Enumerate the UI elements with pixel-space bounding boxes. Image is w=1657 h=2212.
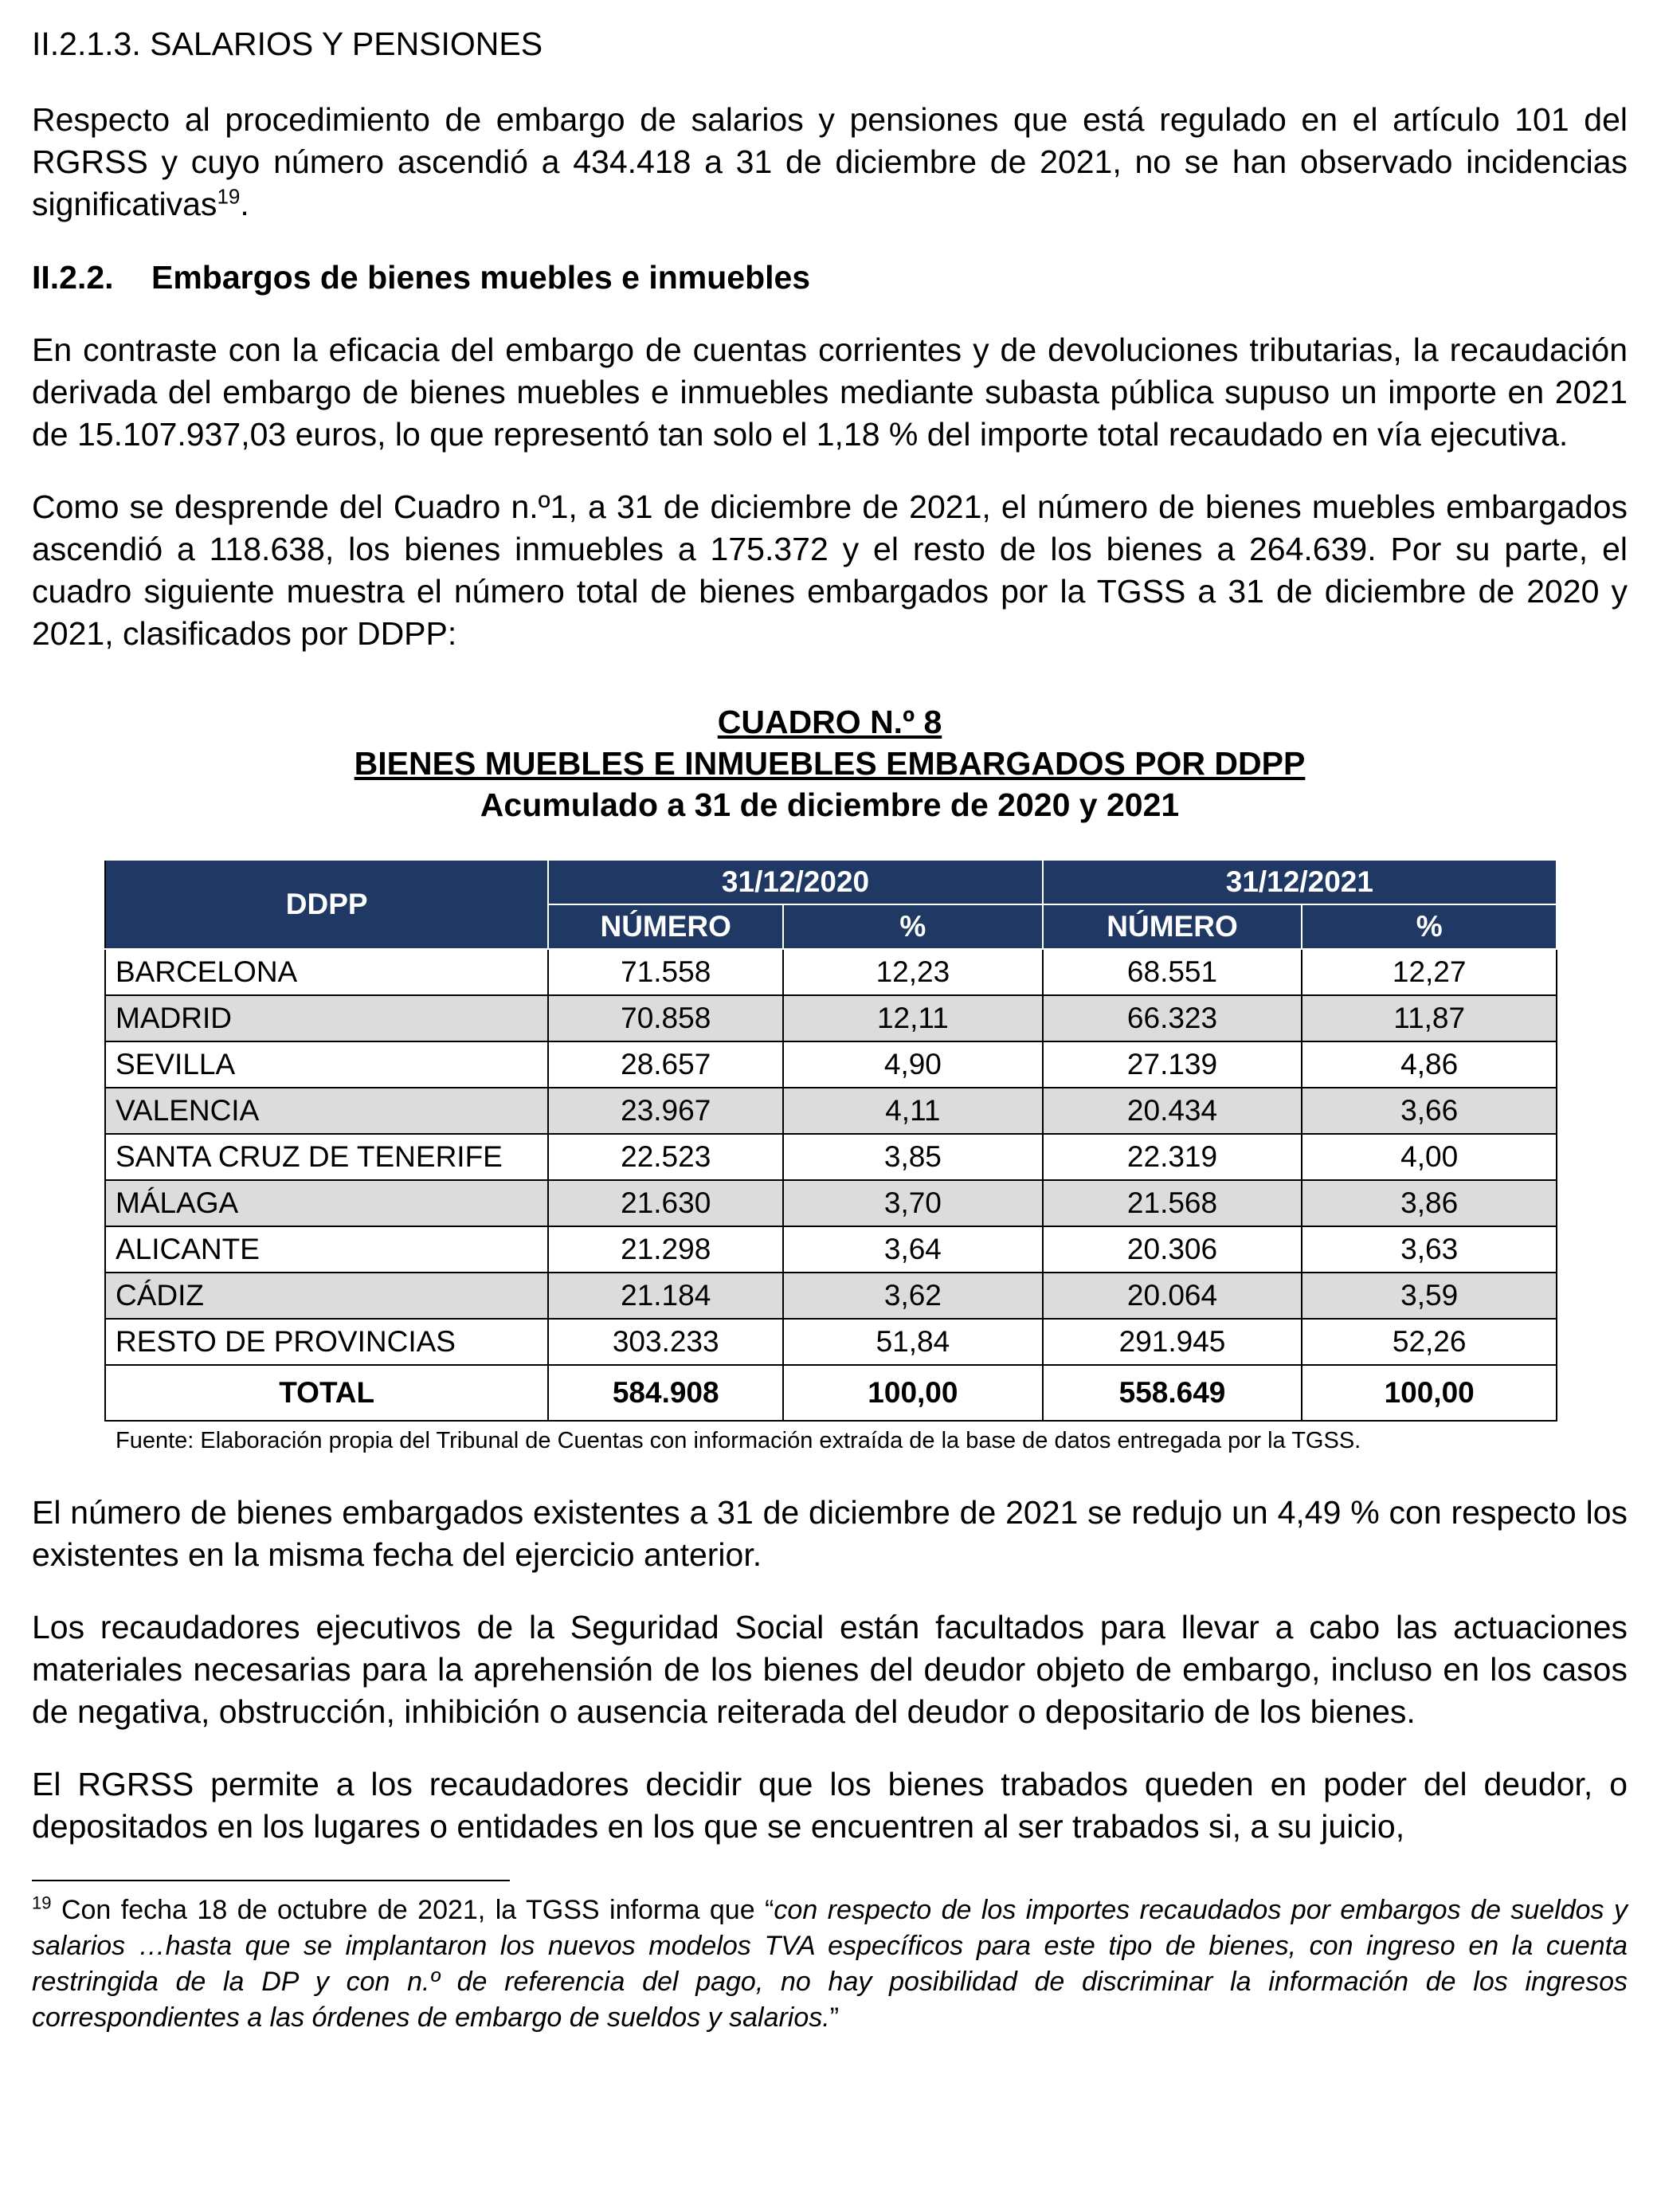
header-ddpp: DDPP <box>105 860 548 949</box>
cell-total-numero-2020: 584.908 <box>548 1365 783 1421</box>
cell-pct-2020: 3,70 <box>783 1180 1043 1226</box>
cell-numero-2020: 70.858 <box>548 995 783 1041</box>
cell-numero-2020: 28.657 <box>548 1041 783 1088</box>
cell-pct-2020: 3,64 <box>783 1226 1043 1273</box>
cell-numero-2021: 66.323 <box>1043 995 1302 1041</box>
cell-pct-2020: 3,85 <box>783 1134 1043 1180</box>
cell-numero-2020: 21.184 <box>548 1273 783 1319</box>
footnote <box>32 1892 1628 2036</box>
header-numero-2020: NÚMERO <box>548 904 783 949</box>
cell-pct-2020: 4,11 <box>783 1088 1043 1134</box>
section-number: II.2.2. <box>32 259 114 296</box>
cell-numero-2021: 21.568 <box>1043 1180 1302 1226</box>
cell-pct-2021: 3,59 <box>1302 1273 1557 1319</box>
footnote-quote: con respecto de los importes recaudados por embargos de sueldos y salarios …hasta que se implantaron los nuevos modelos TVA específicos para este tipo de bienes, con ingreso en la cuenta restringida de la DP y con n.º de referencia del pago, no hay posibilidad de discriminar la información de los ingresos correspondientes a las órdenes de embargo de sueldos y salarios. <box>32 1895 1628 2033</box>
cell-pct-2021: 3,86 <box>1302 1180 1557 1226</box>
table-row <box>105 1319 1557 1365</box>
cell-pct-2021: 3,66 <box>1302 1088 1557 1134</box>
table-row <box>105 1180 1557 1226</box>
cell-pct-2020: 12,11 <box>783 995 1043 1041</box>
cell-ddpp: ALICANTE <box>105 1226 548 1273</box>
cell-ddpp: VALENCIA <box>105 1088 548 1134</box>
paragraph-recaudadores: Los recaudadores ejecutivos de la Seguridad Social están facultados para llevar a cabo las actuaciones materiales necesarias para la aprehensión de los bienes del deudor objeto de embargo, incluso en los casos de negativa, obstrucción, inhibición o ausencia reiterada del deudor o depositario de los bienes. <box>32 1609 1628 1730</box>
footnote-close: ” <box>829 2002 840 2033</box>
cell-numero-2021: 20.064 <box>1043 1273 1302 1319</box>
table-number: CUADRO N.º 8 <box>717 704 942 740</box>
paragraph-rgrss: El RGRSS permite a los recaudadores decidir que los bienes trabados queden en poder del deudor, o depositados en los lugares o entidades en los que se encuentren al ser trabados si, a su juicio, <box>32 1766 1628 1845</box>
footnote-number: 19 <box>32 1892 52 1913</box>
table-subtitle: Acumulado a 31 de diciembre de 2020 y 2021 <box>480 786 1180 823</box>
section-heading-embargos <box>32 256 1628 299</box>
cell-pct-2020: 51,84 <box>783 1319 1043 1365</box>
cell-pct-2021: 4,00 <box>1302 1134 1557 1180</box>
paragraph-contraste: En contraste con la eficacia del embargo de cuentas corrientes y de devoluciones tributarias, la recaudación derivada del embargo de bienes muebles e inmuebles mediante subasta pública supuso un importe en 2021 de 15.107.937,03 euros, lo que representó tan solo el 1,18 % del importe total recaudado en vía ejecutiva. <box>32 331 1628 453</box>
cell-numero-2020: 71.558 <box>548 949 783 995</box>
paragraph-salarios-end: . <box>240 186 249 222</box>
cell-numero-2021: 20.306 <box>1043 1226 1302 1273</box>
table-total-row <box>105 1365 1557 1421</box>
table-row <box>105 1226 1557 1273</box>
cell-numero-2021: 22.319 <box>1043 1134 1302 1180</box>
header-pct-2021: % <box>1302 904 1557 949</box>
cell-total-numero-2021: 558.649 <box>1043 1365 1302 1421</box>
header-year-2020: 31/12/2020 <box>548 860 1042 904</box>
header-pct-2020: % <box>783 904 1043 949</box>
table-row <box>105 1134 1557 1180</box>
cell-numero-2021: 27.139 <box>1043 1041 1302 1088</box>
cell-pct-2021: 4,86 <box>1302 1041 1557 1088</box>
cell-numero-2020: 303.233 <box>548 1319 783 1365</box>
paragraph-reduccion: El número de bienes embargados existentes a 31 de diciembre de 2021 se redujo un 4,49 % con respecto los existentes en la misma fecha del ejercicio anterior. <box>32 1494 1628 1573</box>
section-heading-salarios: II.2.1.3. SALARIOS Y PENSIONES <box>32 25 543 62</box>
table-row <box>105 1273 1557 1319</box>
cell-ddpp: CÁDIZ <box>105 1273 548 1319</box>
footnote-lead: Con fecha 18 de octubre de 2021, la TGSS informa que “ <box>51 1895 774 1925</box>
table-row <box>105 1041 1557 1088</box>
cell-pct-2021: 3,63 <box>1302 1226 1557 1273</box>
cell-ddpp: RESTO DE PROVINCIAS <box>105 1319 548 1365</box>
cell-numero-2021: 20.434 <box>1043 1088 1302 1134</box>
cell-ddpp: SEVILLA <box>105 1041 548 1088</box>
cell-ddpp: SANTA CRUZ DE TENERIFE <box>105 1134 548 1180</box>
footnote-ref: 19 <box>217 184 241 209</box>
cell-numero-2021: 68.551 <box>1043 949 1302 995</box>
table-row <box>105 949 1557 995</box>
cell-pct-2020: 4,90 <box>783 1041 1043 1088</box>
cell-numero-2020: 21.298 <box>548 1226 783 1273</box>
table-title: BIENES MUEBLES E INMUEBLES EMBARGADOS POR DDPP <box>354 745 1306 782</box>
table-source: Fuente: Elaboración propia del Tribunal de Cuentas con información extraída de la base de datos entregada por la TGSS. <box>116 1428 1361 1453</box>
table-caption <box>32 701 1628 826</box>
footnote-divider <box>32 1880 510 1881</box>
cell-pct-2020: 12,23 <box>783 949 1043 995</box>
cell-numero-2020: 21.630 <box>548 1180 783 1226</box>
paragraph-cuadro-ref: Como se desprende del Cuadro n.º1, a 31 de diciembre de 2021, el número de bienes muebles embargados ascendió a 118.638, los bienes inmuebles a 175.372 y el resto de los bienes a 264.639. Por su parte, el cuadro siguiente muestra el número total de bienes embargados por la TGSS a 31 de diciembre de 2020 y 2021, clasificados por DDPP: <box>32 488 1628 652</box>
paragraph-salarios <box>32 99 1628 226</box>
paragraph-salarios-text: Respecto al procedimiento de embargo de salarios y pensiones que está regulado en el artículo 101 del RGRSS y cuyo número ascendió a 434.418 a 31 de diciembre de 2021, no se han observado incidencias significativas <box>32 101 1628 222</box>
header-year-2021: 31/12/2021 <box>1043 860 1557 904</box>
table-row <box>105 1088 1557 1134</box>
data-table <box>104 859 1557 1422</box>
document-page <box>32 22 1628 2036</box>
cell-pct-2021: 11,87 <box>1302 995 1557 1041</box>
cell-ddpp: MADRID <box>105 995 548 1041</box>
cell-numero-2021: 291.945 <box>1043 1319 1302 1365</box>
cell-pct-2020: 3,62 <box>783 1273 1043 1319</box>
cell-pct-2021: 52,26 <box>1302 1319 1557 1365</box>
cell-total-label: TOTAL <box>105 1365 548 1421</box>
cell-numero-2020: 22.523 <box>548 1134 783 1180</box>
cell-pct-2021: 12,27 <box>1302 949 1557 995</box>
cell-total-pct-2021: 100,00 <box>1302 1365 1557 1421</box>
cell-numero-2020: 23.967 <box>548 1088 783 1134</box>
table-row <box>105 995 1557 1041</box>
cell-total-pct-2020: 100,00 <box>783 1365 1043 1421</box>
header-numero-2021: NÚMERO <box>1043 904 1302 949</box>
section-title: Embargos de bienes muebles e inmuebles <box>151 259 811 296</box>
cell-ddpp: MÁLAGA <box>105 1180 548 1226</box>
cell-ddpp: BARCELONA <box>105 949 548 995</box>
